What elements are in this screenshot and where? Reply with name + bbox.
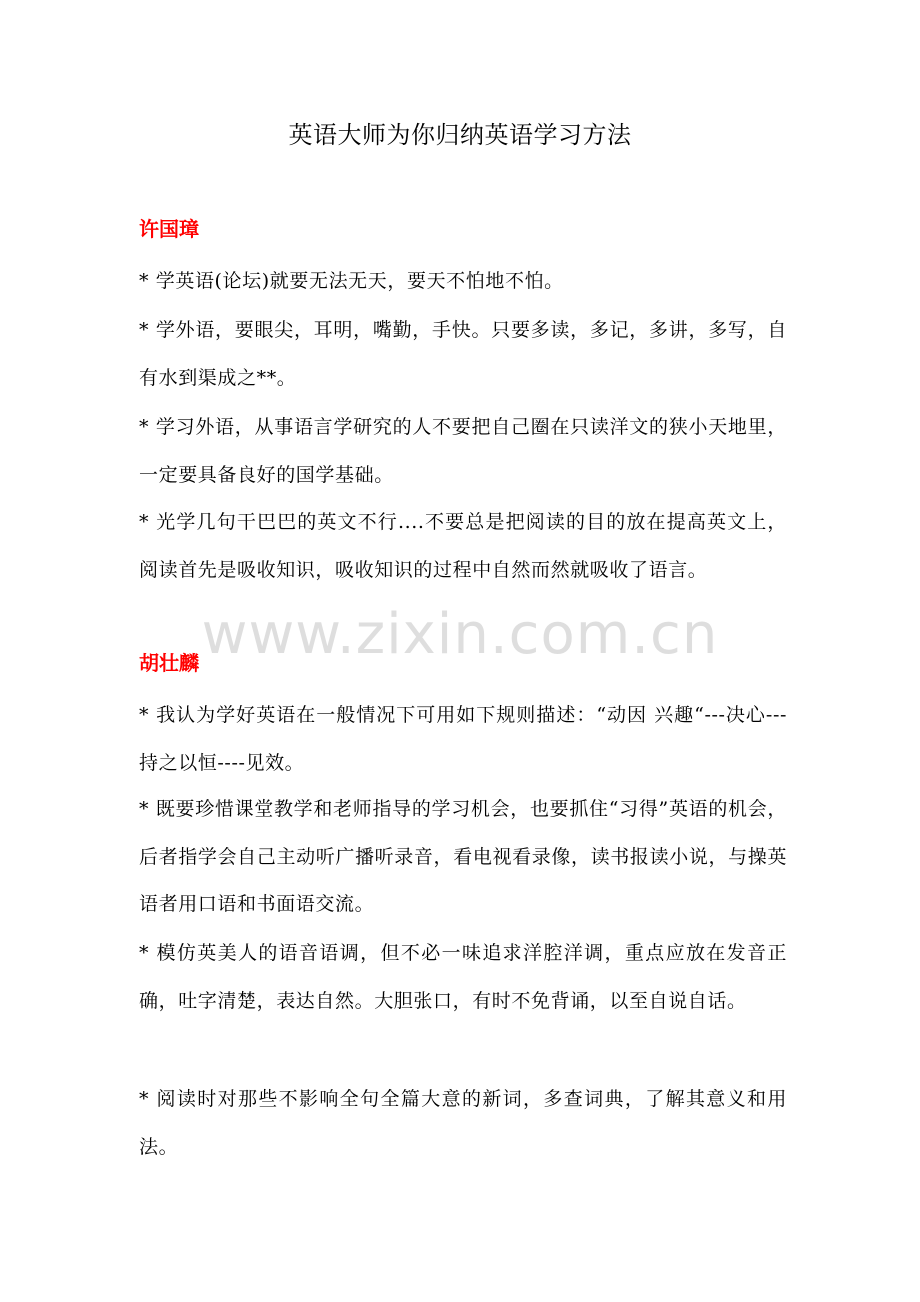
paragraph: * 学英语(论坛)就要无法无天，要天不怕地不怕。 [139,270,564,292]
paragraph: * 我认为学好英语在一般情况下可用如下规则描述：“动因 兴趣“---决心---持之以恒----见效。 [139,704,787,774]
author-heading-hu-zhuanglin: 胡壮麟 [139,651,199,675]
paragraph: * 模仿英美人的语音语调，但不必一味追求洋腔洋调，重点应放在发音正确，吐字清楚，表达自然。大胆张口，有时不免背诵，以至自说自话。 [139,942,787,1012]
watermark: www.zixin.com.cn [201,602,719,667]
paragraph: * 学外语，要眼尖，耳明，嘴勤，手快。只要多读，多记，多讲，多写，自有水到渠成之**。 [139,319,787,389]
document-title: 英语大师为你归纳英语学习方法 [288,121,632,149]
paragraph: * 阅读时对那些不影响全句全篇大意的新词，多查词典，了解其意义和用法。 [139,1088,787,1158]
paragraph: * 既要珍惜课堂教学和老师指导的学习机会，也要抓住“习得”英语的机会，后者指学会自己主动听广播听录音，看电视看录像，读书报读小说，与操英语者用口语和书面语交流。 [139,798,787,915]
paragraph: * 光学几句干巴巴的英文不行....不要总是把阅读的目的放在提高英文上，阅读首先是吸收知识，吸收知识的过程中自然而然就吸收了语言。 [139,511,787,581]
author-heading-xu-guozhang: 许国璋 [139,217,199,241]
paragraph: * 学习外语，从事语言学研究的人不要把自己圈在只读洋文的狭小天地里，一定要具备良好的国学基础。 [139,416,787,486]
